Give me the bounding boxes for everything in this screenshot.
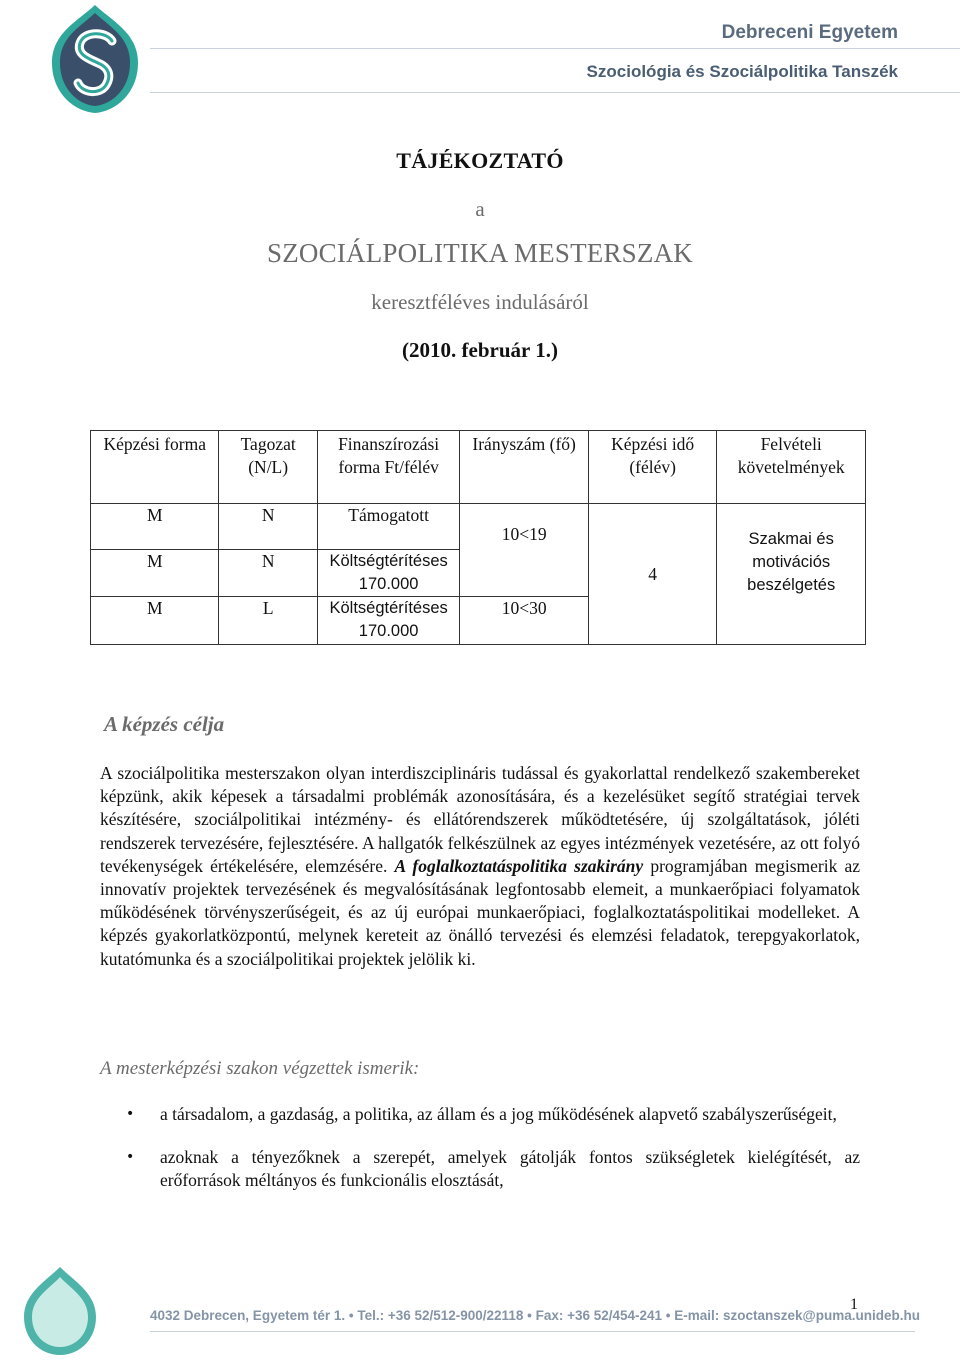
table-cell: M	[91, 550, 219, 597]
table-row	[91, 504, 866, 550]
table-cell	[460, 550, 588, 597]
footer-address: 4032 Debrecen, Egyetem tér 1. • Tel.: +36 52/512-900/22118 • Fax: +36 52/454-241 • E-mail: szoctanszek@puma.unideb.hu	[150, 1308, 920, 1323]
section-heading-goal: A képzés célja	[104, 712, 225, 736]
bullet-icon: •	[126, 1106, 135, 1122]
table-cell: N	[219, 504, 317, 550]
footer-divider	[150, 1331, 915, 1332]
table-cell	[717, 504, 866, 645]
felveteli-value: Szakmai és motivációs beszélgetés	[747, 530, 836, 594]
header-divider	[150, 48, 960, 49]
table-cell: N	[219, 550, 317, 597]
table-cell: M	[91, 597, 219, 645]
goal-text-part2: programjában megismerik az innovatív projektek tervezésének és megvalósításának legfontosabb elemeit, a munkaerőpiaci folyamatok működésének törvényszerűségeit, és az új európai munkaerőpiaci, foglalkoztatáspolitikai modelleket. A képzés gyakorlatközpontú, melynek kereteit az önálló tervezési és elemzési feladatok, terepgyakorlatok, kutatómunka és a szociálpolitikai projektek jelölik ki.	[100, 855, 861, 969]
table-header-cell: Finanszírozási forma Ft/félév	[317, 431, 460, 504]
list-item	[100, 1146, 860, 1192]
table-header-cell: Képzési forma	[91, 431, 219, 504]
goal-text-part1: A szociálpolitika mesterszakon olyan interdiszciplináris tudással és gyakorlattal rendelkező szakembereket képzünk, akik képesek a társadalmi problémák azonosítására, és a kezelésüket segítő stratégiai tervek készítésére, szociálpolitikai intézmény- és ellátórendszerek működtetésére, új szolgáltatások, jóléti rendszerek tervezésére, fejlesztésére. A hallgatók felkészülnek az egyes intézmények vezetésére, az ott folyó tevékenységek értékelésére, elemzésére.	[100, 763, 860, 876]
title-line-2: a	[475, 197, 485, 221]
table-header-cell: Irányszám (fő)	[460, 431, 588, 504]
table-cell	[460, 504, 588, 550]
table-header-cell: Képzési idő (félév)	[588, 431, 716, 504]
leaf-icon	[22, 1265, 98, 1357]
page-number: 1	[850, 1296, 858, 1313]
department-name: Szociológia és Szociálpolitika Tanszék	[586, 62, 898, 81]
table-cell: 10<30	[460, 597, 588, 645]
table-cell: L	[219, 597, 317, 645]
list-item-text: azoknak a tényezőknek a szerepét, amelyek gátolják fontos szükségletek kielégítését, az erőforrások méltányos és funkcionális elosztását,	[160, 1147, 860, 1191]
table-cell: Támogatott	[317, 504, 460, 550]
header-divider-lower	[150, 92, 960, 93]
title-line-1: TÁJÉKOZTATÓ	[396, 148, 564, 173]
table-header-row	[91, 431, 866, 504]
bullet-icon: •	[126, 1149, 135, 1166]
org-name: Debreceni Egyetem	[721, 22, 898, 43]
kepzesi-ido-value: 4	[648, 563, 657, 584]
list-item-text: a társadalom, a gazdaság, a politika, az állam és a jog működésének alapvető szabályszerűségeit,	[160, 1104, 837, 1124]
table-cell	[588, 504, 716, 645]
goal-paragraph	[100, 762, 860, 971]
title-date: (2010. február 1.)	[402, 338, 558, 362]
table-cell: M	[91, 504, 219, 550]
program-info-table	[90, 430, 866, 645]
table-header-cell: Tagozat (N/L)	[219, 431, 317, 504]
s-leaf-logo-icon	[50, 3, 140, 115]
list-item	[100, 1103, 860, 1126]
table-cell: Költségtérítéses 170.000	[317, 597, 460, 645]
goal-text-emphasis: A foglalkoztatáspolitika szakirány	[394, 855, 644, 876]
table-cell: Költségtérítéses 170.000	[317, 550, 460, 597]
knowledge-list	[100, 1103, 860, 1213]
section-heading-knowledge: A mesterképzési szakon végzettek ismerik:	[100, 1058, 420, 1079]
title-line-3: SZOCIÁLPOLITIKA MESTERSZAK	[267, 238, 693, 268]
title-line-4: keresztféléves indulásáról	[371, 290, 589, 314]
iranyszam-value: 10<19	[501, 523, 547, 544]
table-header-cell: Felvételi követelmények	[717, 431, 866, 504]
